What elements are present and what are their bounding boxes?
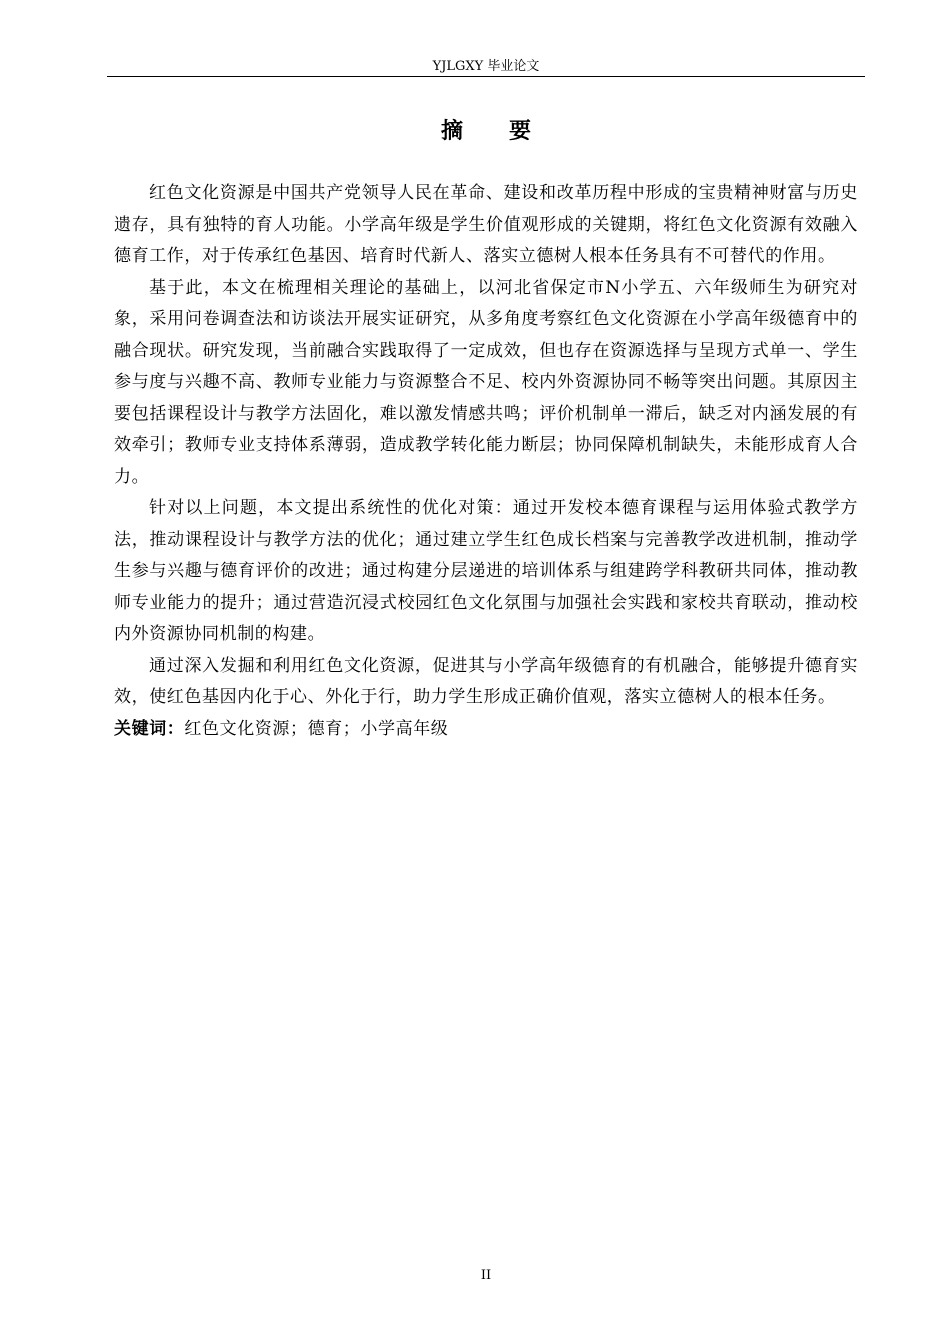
abstract-paragraph-3: 针对以上问题，本文提出系统性的优化对策：通过开发校本德育课程与运用体验式教学方法，推动课程设计与教学方法的优化；通过建立学生红色成长档案与完善教学改进机制，推动学生参与兴趣与德育评价的改进；通过构建分层递进的培训体系与组建跨学科教研共同体，推动教师专业能力的提升；通过营造沉浸式校园红色文化氛围与加强社会实践和家校共育联动，推动校内外资源协同机制的构建。 [114,498,858,644]
keywords-label: 关键词： [114,718,185,739]
keywords-line [114,714,858,746]
abstract-paragraph-4: 通过深入发掘和利用红色文化资源，促进其与小学高年级德育的有机融合，能够提升德育实效，使红色基因内化于心、外化于行，助力学生形成正确价值观，落实立德树人的根本任务。 [114,655,858,707]
keywords-value: 红色文化资源；德育；小学高年级 [184,718,449,739]
header-rule [107,76,865,77]
abstract-title: 摘要 [440,119,577,144]
running-header: YJLGXY 毕业论文 [432,59,540,74]
abstract-paragraph-1: 红色文化资源是中国共产党领导人民在革命、建设和改革历程中形成的宝贵精神财富与历史遗存，具有独特的育人功能。小学高年级是学生价值观形成的关键期，将红色文化资源有效融入德育工作，对于传承红色基因、培育时代新人、落实立德树人根本任务具有不可替代的作用。 [114,183,858,266]
abstract-body [114,178,858,745]
page-number: II [480,1268,492,1283]
abstract-paragraph-2: 基于此，本文在梳理相关理论的基础上，以河北省保定市N小学五、六年级师生为研究对象，采用问卷调查法和访谈法开展实证研究，从多角度考察红色文化资源在小学高年级德育中的融合现状。研究发现，当前融合实践取得了一定成效，但也存在资源选择与呈现方式单一、学生参与度与兴趣不高、教师专业能力与资源整合不足、校内外资源协同不畅等突出问题。其原因主要包括课程设计与教学方法固化，难以激发情感共鸣；评价机制单一滞后，缺乏对内涵发展的有效牵引；教师专业支持体系薄弱，造成教学转化能力断层；协同保障机制缺失，未能形成育人合力。 [114,277,858,487]
